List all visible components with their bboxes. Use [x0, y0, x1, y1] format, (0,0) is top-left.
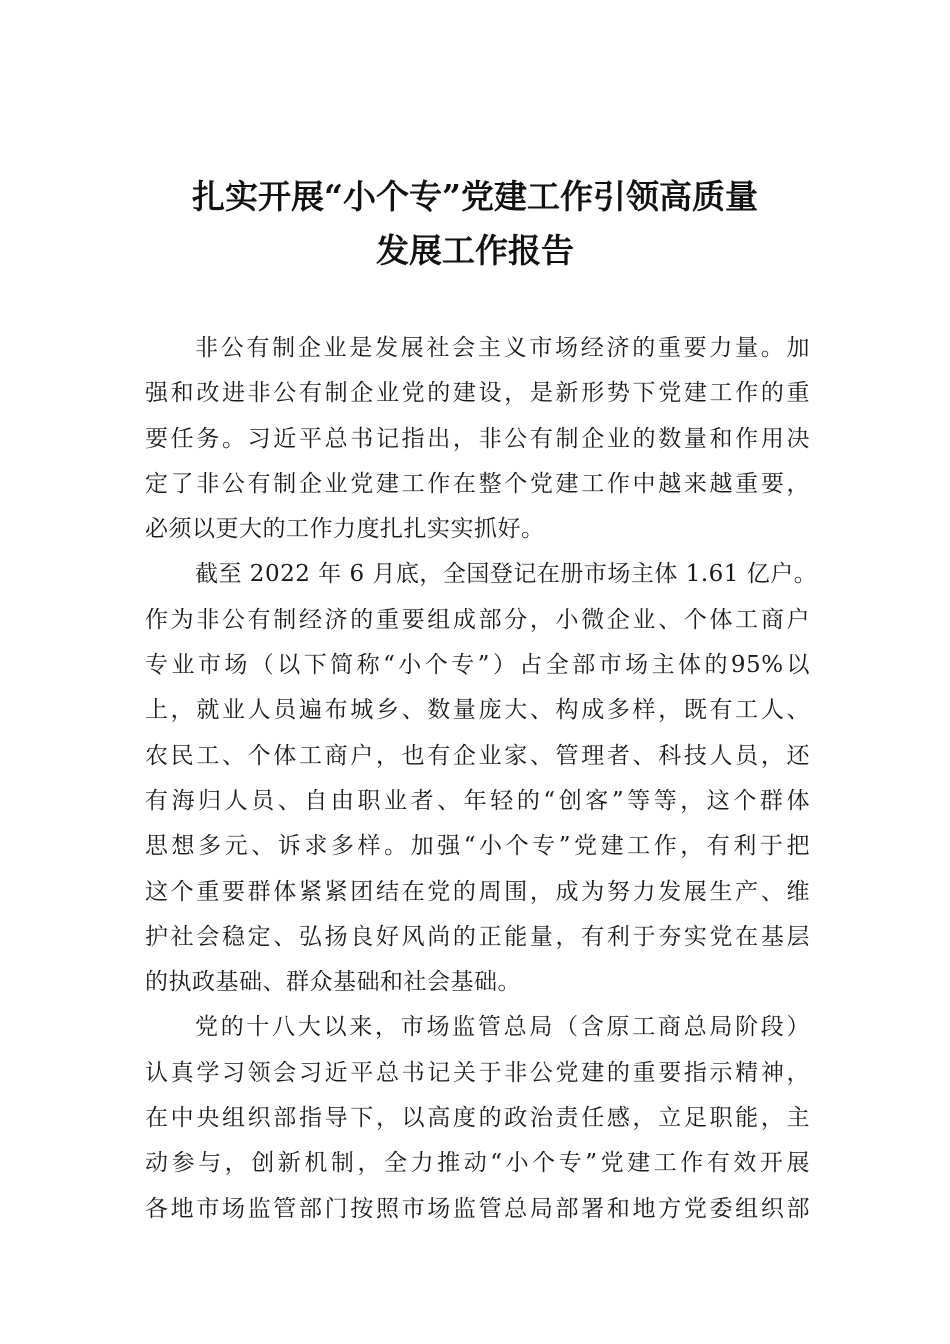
text-line: 护社会稳定、弘扬良好风尚的正能量，有利于夯实党在基层	[145, 923, 810, 950]
text-line: 这个重要群体紧紧团结在党的周围，成为努力发展生产、维	[145, 878, 810, 905]
text-line: 专业市场（以下简称“小个专”）占全部市场主体的95%以	[145, 652, 810, 679]
text-line: 思想多元、诉求多样。加强“小个专”党建工作，有利于把	[145, 833, 810, 860]
text-line: 必须以更大的工作力度扎扎实实抓好。	[145, 516, 545, 543]
text-line: 在中央组织部指导下，以高度的政治责任感，立足职能，主	[145, 1105, 810, 1132]
text-line: 要任务。习近平总书记指出，非公有制企业的数量和作用决	[145, 425, 810, 452]
text-line: 强和改进非公有制企业党的建设，是新形势下党建工作的重	[145, 380, 810, 407]
text-line: 上，就业人员遍布城乡、数量庞大、构成多样，既有工人、	[145, 697, 810, 724]
title-line-2: 发展工作报告	[376, 231, 574, 270]
text-line: 定了非公有制企业党建工作在整个党建工作中越来越重要，	[145, 470, 810, 497]
text-line: 认真学习领会习近平总书记关于非公党建的重要指示精神，	[145, 1059, 810, 1086]
text-line: 农民工、个体工商户，也有企业家、管理者、科技人员，还	[145, 742, 810, 769]
paragraph-3	[145, 1005, 810, 1231]
text-line: 非公有制企业是发展社会主义市场经济的重要力量。加	[195, 335, 810, 361]
document-title	[120, 170, 830, 278]
title-line-1: 扎实开展“小个专”党建工作引领高质量	[192, 177, 758, 216]
text-line: 动参与，创新机制，全力推动“小个专”党建工作有效开展	[145, 1150, 810, 1177]
paragraph-2	[145, 552, 818, 1005]
text-line: 有海归人员、自由职业者、年轻的“创客”等等，这个群体	[145, 787, 810, 814]
text-line: 各地市场监管部门按照市场监管总局部署和地方党委组织部	[145, 1195, 810, 1222]
text-line: 党的十八大以来，市场监管总局（含原工商总局阶段）	[195, 1014, 810, 1041]
text-line: 作为非公有制经济的重要组成部分，小微企业、个体工商户	[145, 606, 810, 633]
text-line: 的执政基础、群众基础和社会基础。	[145, 969, 521, 996]
document-body	[145, 326, 818, 1232]
paragraph-1	[145, 326, 810, 552]
text-line: 截至 2022 年 6 月底，全国登记在册市场主体 1.61 亿户。	[195, 561, 818, 588]
